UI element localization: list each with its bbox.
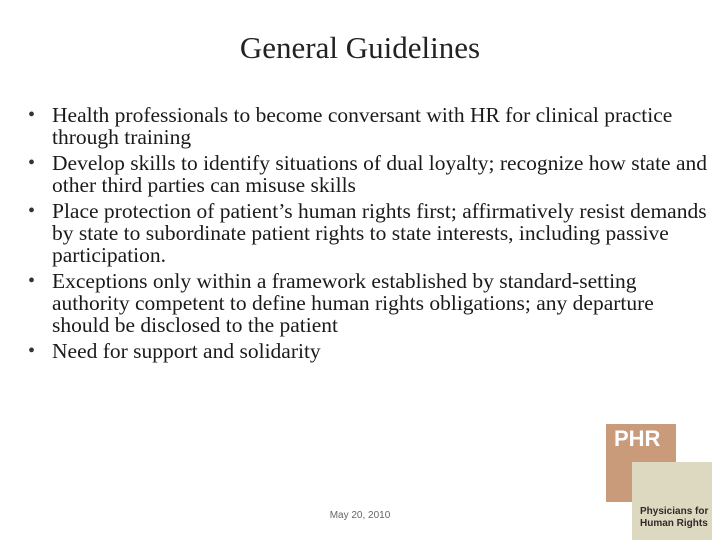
footer-date: May 20, 2010 [329,510,391,521]
logo-abbreviation: PHR [614,426,661,451]
bullet-item: • Place protection of patient’s human rights first; affirmatively resist demands by state to subordinate patient rights to state interests, including passive participation. [28,200,716,266]
logo-organization-name: Physicians for Human Rights [640,506,709,529]
slide-title: General Guidelines [239,30,481,65]
bullet-item: • Need for support and solidarity [28,340,716,362]
phr-logo [606,424,716,540]
bullet-item: • Exceptions only within a framework established by standard-setting authority competent to define human rights obligations; any departure should be disclosed to the patient [28,270,716,336]
bullet-list [28,104,716,366]
bullet-item: • Develop skills to identify situations of dual loyalty; recognize how state and other third parties can misuse skills [28,152,716,196]
bullet-item: • Health professionals to become conversant with HR for clinical practice through training [28,104,716,148]
